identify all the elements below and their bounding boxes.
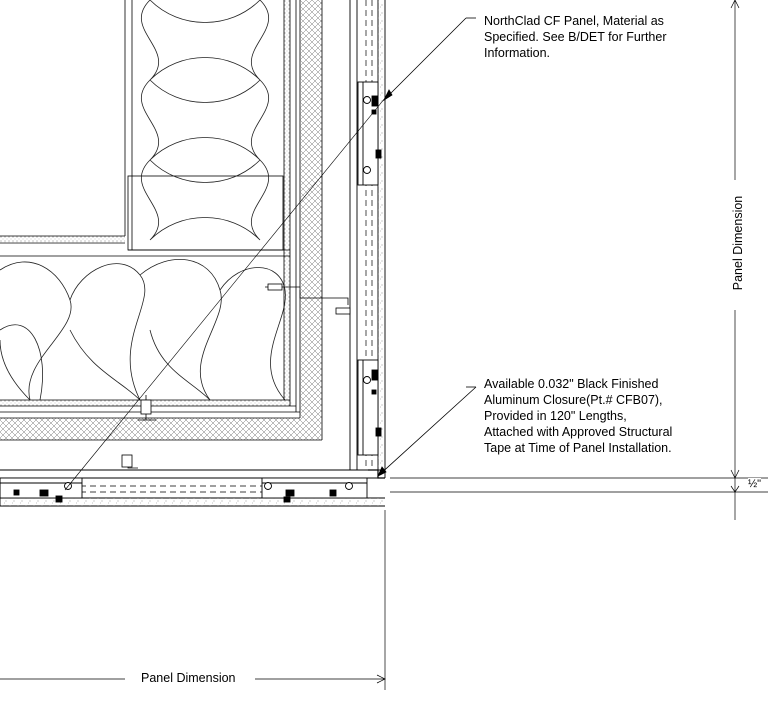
gap-dimension-label: ½" <box>748 478 762 490</box>
closure-note-line-5: Tape at Time of Panel Installation. <box>484 441 672 455</box>
closure-note-line-3: Provided in 120" Lengths, <box>484 409 627 423</box>
vertical-panel <box>350 0 385 478</box>
horizontal-panel <box>0 470 385 506</box>
closure-note <box>484 376 672 456</box>
panel-material-note <box>484 13 667 61</box>
vertical-dimension-label: Panel Dimension <box>731 195 745 291</box>
horizontal-dimension-label: Panel Dimension <box>141 671 236 685</box>
panel-note-line-2: Specified. See B/DET for Further <box>484 30 667 44</box>
closure-note-line-2: Aluminum Closure(Pt.# CFB07), <box>484 393 663 407</box>
panel-note-line-3: Information. <box>484 46 551 60</box>
wall-assembly <box>0 0 322 440</box>
closure-note-line-4: Attached with Approved Structural <box>484 425 673 439</box>
closure-note-line-1: Available 0.032" Black Finished <box>484 377 659 391</box>
panel-note-line-1: NorthClad CF Panel, Material as <box>484 14 664 28</box>
